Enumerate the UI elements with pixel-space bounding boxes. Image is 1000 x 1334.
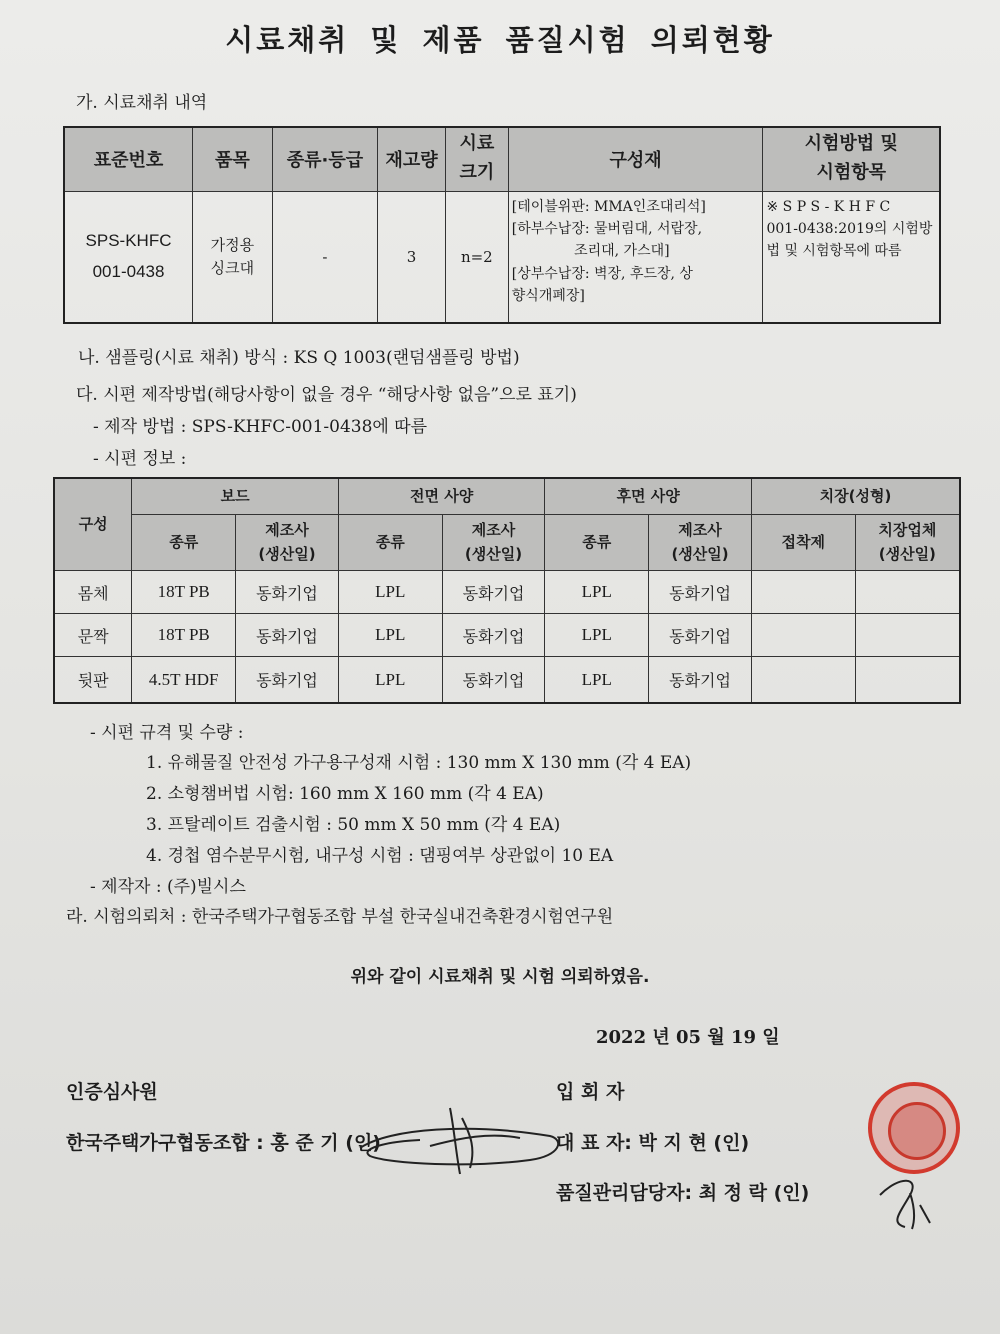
table-cell — [855, 657, 960, 703]
cell-grade: - — [272, 191, 378, 323]
table-cell: 동화기업 — [442, 570, 545, 613]
subheader-adhesive: 접착제 — [751, 514, 855, 570]
table-row — [54, 657, 960, 703]
table-cell: 동화기업 — [649, 657, 752, 703]
subheader-front-type: 종류 — [338, 514, 442, 570]
section-a-heading: 가. 시료채취 내역 — [76, 93, 208, 113]
table-cell: LPL — [545, 570, 649, 613]
header-composition: 구성 — [54, 478, 132, 570]
page-title: 시료채취 및 제품 품질시험 의뢰현황 — [225, 23, 775, 57]
quality-manager-line: 품질관리담당자: 최 정 락 (인) — [556, 1182, 810, 1204]
quality-manager-signature — [870, 1165, 940, 1235]
section-b: 나. 샘플링(시료 채취) 방식 : KS Q 1003(랜덤샘플링 방법) — [78, 348, 520, 368]
table-cell — [751, 614, 855, 657]
header-components: 구성재 — [508, 127, 763, 191]
table-row — [54, 614, 960, 657]
subheader-front-maker: 제조사 (생산일) — [442, 514, 545, 570]
company-seal-stamp — [868, 1082, 960, 1174]
section-c-info: - 시편 정보 : — [93, 449, 187, 469]
subheader-board-maker: 제조사 (생산일) — [236, 514, 339, 570]
header-test-method: 시험방법 및 시험항목 — [763, 127, 940, 191]
examiner-signature — [350, 1098, 580, 1178]
witness-label: 입 회 자 — [556, 1081, 625, 1103]
table-row — [54, 570, 960, 613]
cell-test-method: ※ S P S - K H F C 001-0438:2019의 시험방 법 및 시험항목에 따름 — [763, 191, 940, 323]
row-name: 몸체 — [54, 570, 132, 613]
table-cell: 18T PB — [132, 570, 236, 613]
cell-item: 가정용 싱크대 — [193, 191, 273, 323]
subheader-back-maker: 제조사 (생산일) — [649, 514, 752, 570]
table-cell: 4.5T HDF — [132, 657, 236, 703]
table-cell: 18T PB — [132, 614, 236, 657]
table-cell: 동화기업 — [442, 657, 545, 703]
header-standard: 표준번호 — [64, 127, 193, 191]
table-cell: 동화기업 — [236, 614, 339, 657]
specimen-spec-table — [53, 477, 961, 704]
cell-stock: 3 — [378, 191, 446, 323]
header-sample-size: 시료 크기 — [445, 127, 508, 191]
table-cell: 동화기업 — [236, 657, 339, 703]
row-name: 문짝 — [54, 614, 132, 657]
subheader-decor-maker: 치장업체 (생산일) — [855, 514, 960, 570]
cell-components: [테이블위판: MMA인조대리석] [하부수납장: 물버림대, 서랍장, 조리대, 가스대] [상부수납장: 벽장, 후드장, 상 향식개폐장] — [508, 191, 763, 323]
header-stock: 재고량 — [378, 127, 446, 191]
specimen-item: 2. 소형챔버법 시험: 160 mm X 160 mm (각 4 EA) — [146, 784, 544, 804]
table-cell — [751, 657, 855, 703]
representative-line: 대 표 자: 박 지 현 (인) — [556, 1132, 750, 1154]
header-front: 전면 사양 — [338, 478, 545, 514]
table-cell: LPL — [338, 614, 442, 657]
specimen-heading: - 시편 규격 및 수량 : — [90, 723, 244, 743]
table-cell: LPL — [338, 657, 442, 703]
table-cell: 동화기업 — [649, 570, 752, 613]
table-cell — [855, 614, 960, 657]
examiner-label: 인증심사원 — [66, 1081, 158, 1103]
table-cell: LPL — [545, 657, 649, 703]
cell-standard: SPS-KHFC 001-0438 — [64, 191, 193, 323]
header-back: 후면 사양 — [545, 478, 752, 514]
specimen-item: 4. 경첩 염수분무시험, 내구성 시험 : 댐핑여부 상관없이 10 EA — [146, 846, 614, 866]
section-c-method: - 제작 방법 : SPS-KHFC-001-0438에 따름 — [93, 417, 428, 437]
examiner-line: 한국주택가구협동조합 : 홍 준 기 (인) — [66, 1132, 381, 1154]
specimen-maker: - 제작자 : (주)빌시스 — [90, 877, 246, 897]
section-c-heading: 다. 시편 제작방법(해당사항이 없을 경우 “해당사항 없음”으로 표기) — [76, 385, 577, 405]
table-cell: 동화기업 — [442, 614, 545, 657]
subheader-back-type: 종류 — [545, 514, 649, 570]
row-name: 뒷판 — [54, 657, 132, 703]
cell-sample-size: n=2 — [445, 191, 508, 323]
table-cell: LPL — [545, 614, 649, 657]
statement: 위와 같이 시료채취 및 시험 의뢰하였음. — [350, 967, 650, 987]
table-cell — [855, 570, 960, 613]
table-cell: 동화기업 — [236, 570, 339, 613]
table-cell: LPL — [338, 570, 442, 613]
header-item: 품목 — [193, 127, 273, 191]
specimen-item: 1. 유해물질 안전성 가구용구성재 시험 : 130 mm X 130 mm (각 4 EA) — [146, 753, 692, 773]
section-d: 라. 시험의뢰처 : 한국주택가구협동조합 부설 한국실내건축환경시험연구원 — [66, 907, 614, 927]
date: 2022 년 05 월 19 일 — [596, 1027, 780, 1048]
sampling-table — [63, 126, 941, 324]
table-cell — [751, 570, 855, 613]
specimen-item: 3. 프탈레이트 검출시험 : 50 mm X 50 mm (각 4 EA) — [146, 815, 561, 835]
header-board: 보드 — [132, 478, 339, 514]
subheader-board-type: 종류 — [132, 514, 236, 570]
table-cell: 동화기업 — [649, 614, 752, 657]
header-decor: 치장(성형) — [751, 478, 960, 514]
header-grade: 종류·등급 — [272, 127, 378, 191]
